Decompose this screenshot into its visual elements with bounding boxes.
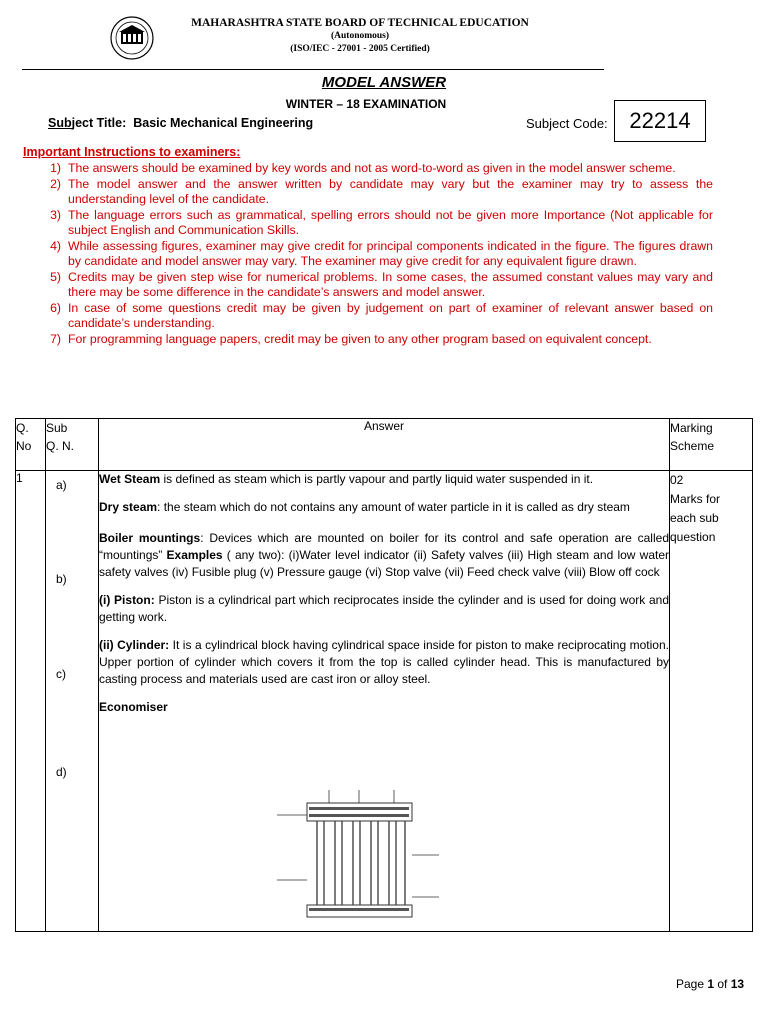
subject-code-label: Subject Code: xyxy=(526,116,608,131)
certified-label: (ISO/IEC - 27001 - 2005 Certified) xyxy=(290,44,430,54)
header-rule xyxy=(22,69,604,70)
header-sub-q: Sub Q. N. xyxy=(46,419,99,471)
answer-cell xyxy=(99,471,670,932)
instruction-number: 5) xyxy=(50,269,61,284)
page-header xyxy=(0,0,768,75)
piston-answer: (i) Piston: Piston is a cylindrical part which reciprocates inside the cylinder and is used for doing work and getting work. xyxy=(99,593,669,624)
instruction-item xyxy=(23,208,713,239)
economiser-heading: Economiser xyxy=(99,700,168,714)
instruction-item xyxy=(23,270,713,301)
sub-question-cell xyxy=(46,471,99,932)
instruction-item xyxy=(23,177,713,208)
instruction-text: The model answer and the answer written by candidate may vary but the examiner may try to assess the understanding level of the candidate. xyxy=(68,176,713,206)
exam-title: WINTER – 18 EXAMINATION xyxy=(285,97,447,111)
instruction-text: The language errors such as grammatical, spelling errors should not be given more Importance (Not applicable for subject English and Communication Skills. xyxy=(68,207,713,237)
subject-label-rest: ject Title: xyxy=(71,116,127,130)
instruction-number: 7) xyxy=(50,331,61,346)
instruction-item xyxy=(23,301,713,332)
sub-question-a: a) xyxy=(56,478,67,492)
autonomous-label: (Autonomous) xyxy=(330,31,390,41)
sub-question-c: c) xyxy=(56,667,66,681)
instructions-heading: Important Instructions to examiners: xyxy=(23,145,241,159)
subject-name: Basic Mechanical Engineering xyxy=(133,116,314,130)
table-row xyxy=(16,471,753,932)
msbte-logo-icon xyxy=(108,14,156,62)
question-number: 1 xyxy=(16,471,46,932)
instruction-item xyxy=(23,161,713,177)
instructions-list xyxy=(23,161,713,347)
instruction-text: The answers should be examined by key words and not as word-to-word as given in the model answer scheme. xyxy=(68,161,676,175)
dry-steam-answer: Dry steam: the steam which do not contains any amount of water particle in it is called as dry steam xyxy=(99,500,630,514)
instruction-number: 2) xyxy=(50,176,61,191)
instruction-number: 1) xyxy=(50,161,61,175)
answer-table xyxy=(15,418,753,932)
sub-question-d: d) xyxy=(56,765,67,779)
subject-title xyxy=(48,116,313,130)
subject-label-prefix: Sub xyxy=(48,116,72,130)
subject-code: 22214 xyxy=(614,100,706,142)
table-header-row xyxy=(16,419,753,471)
instruction-text: In case of some questions credit may be given by judgement on part of examiner of relevant answer based on candidate’s understanding. xyxy=(68,300,713,330)
header-answer: Answer xyxy=(99,419,670,471)
instruction-number: 3) xyxy=(50,207,61,222)
board-heading xyxy=(150,17,570,56)
sub-question-b: b) xyxy=(56,572,67,586)
instruction-text: Credits may be given step wise for numerical problems. In some cases, the assumed constant values may vary and there may be some difference in the candidate’s answers and model answer. xyxy=(68,269,713,299)
board-name: MAHARASHTRA STATE BOARD OF TECHNICAL EDUCATION xyxy=(191,17,529,29)
economiser-diagram xyxy=(269,785,444,935)
instruction-text: While assessing figures, examiner may give credit for principal components indicated in the figure. The figures drawn by candidate and model answer may vary. The examiner may give credit for any equivalent figure drawn. xyxy=(68,238,713,268)
instruction-item xyxy=(23,239,713,270)
page-number: Page 1 of 13 xyxy=(676,977,745,991)
header-q-no: Q. No xyxy=(16,419,46,471)
cylinder-answer: (ii) Cylinder: It is a cylindrical block having cylindrical space inside for piston to make reciprocating motion. Upper portion of cylinder which covers it from the top is called cylinder head. This is manufactured by casting process and materials used are cast iron or alloy steel. xyxy=(99,638,669,686)
wet-steam-answer: Wet Steam is defined as steam which is partly vapour and partly liquid water suspended in it. xyxy=(99,472,594,486)
instruction-text: For programming language papers, credit may be given to any other program based on equivalent concept. xyxy=(68,331,652,346)
boiler-mountings-answer: Boiler mountings: Devices which are mounted on boiler for its control and safe operation are called “mountings” Examples ( any two): (i)Water level indicator (ii) Safety valves (iii) High steam and low water safety valves (iv) Fusible plug (v) Pressure gauge (vi) Stop valve (vii) Feed check valve (viii) Blow off cock xyxy=(99,531,669,579)
instruction-number: 6) xyxy=(50,300,61,315)
page-title: MODEL ANSWER xyxy=(321,74,447,91)
marking-scheme: 02 Marks for each sub question xyxy=(670,471,753,932)
header-marking: Marking Scheme xyxy=(670,419,753,471)
instruction-item xyxy=(23,332,713,348)
instruction-number: 4) xyxy=(50,238,61,253)
